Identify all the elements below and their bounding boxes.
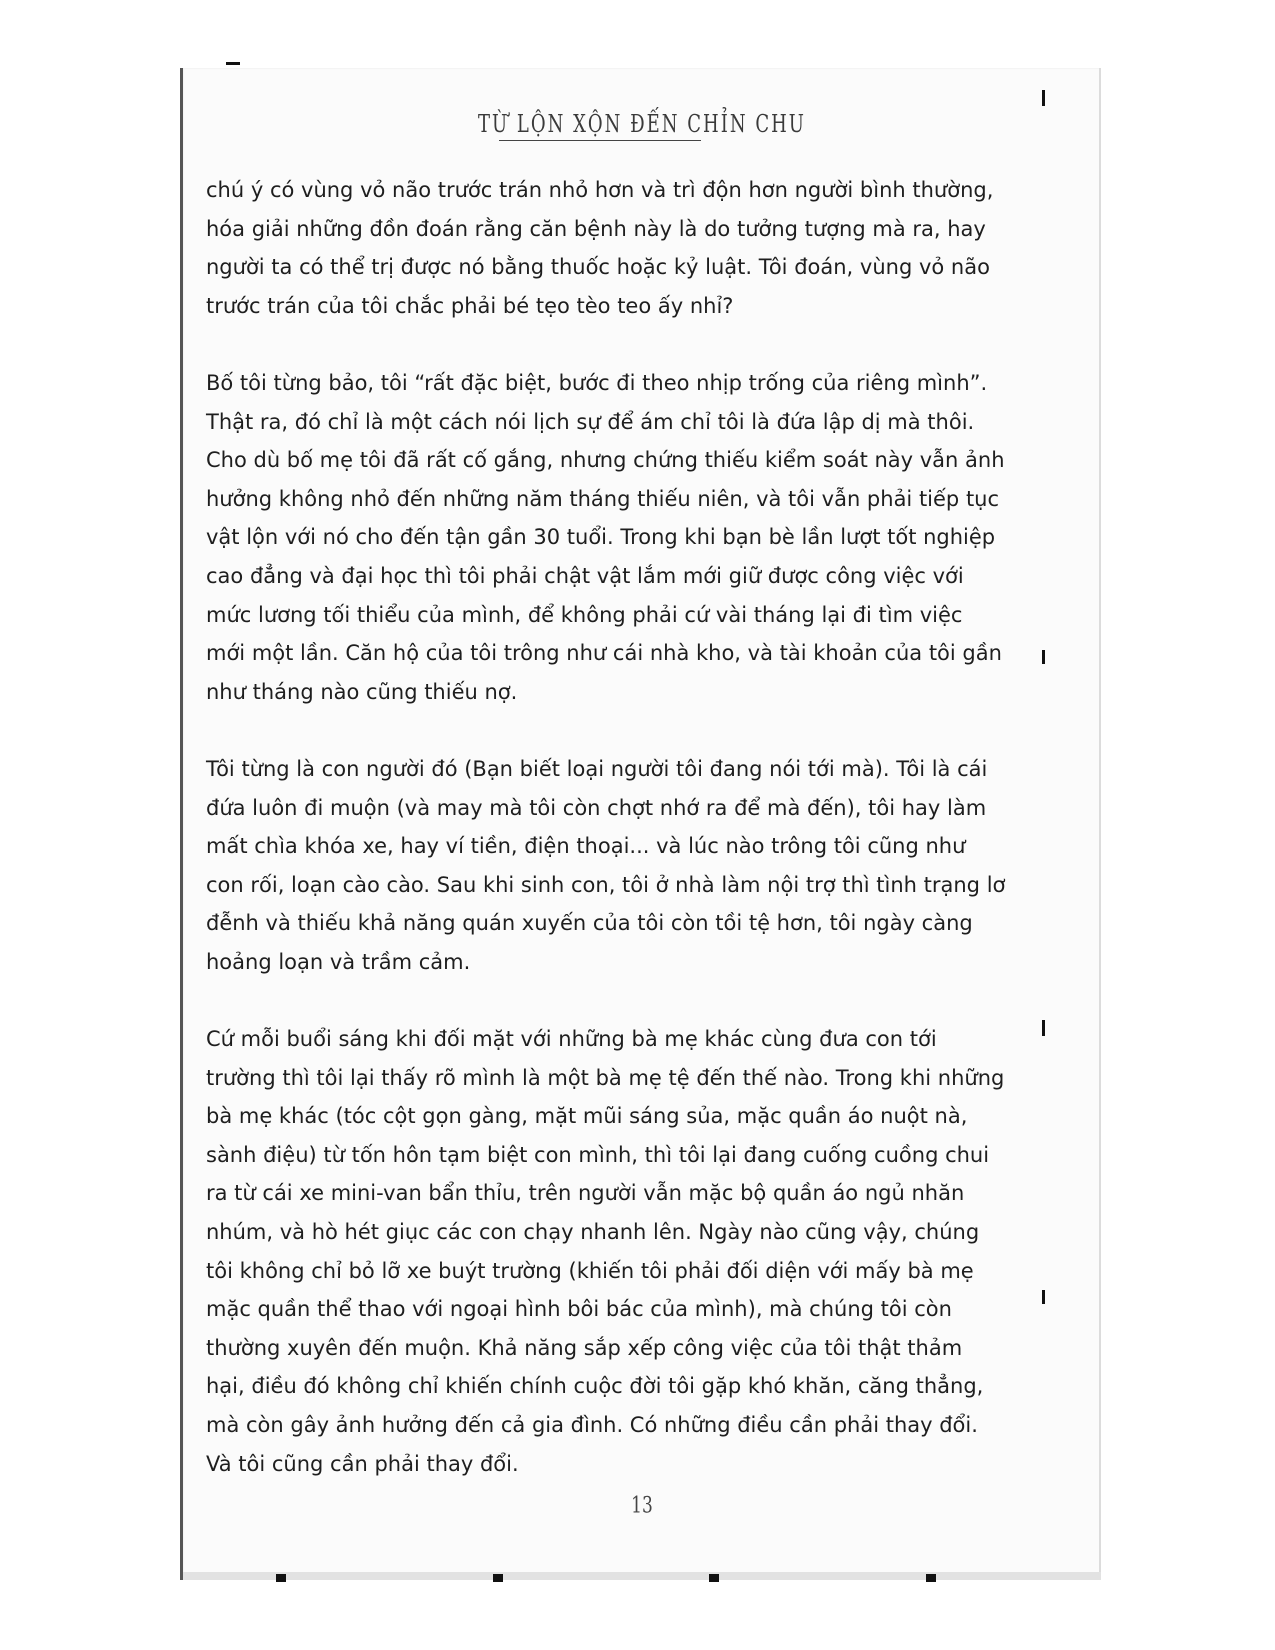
header-underline <box>499 140 701 141</box>
binding-mark <box>1042 650 1045 664</box>
page-bottom-edge <box>183 1572 1101 1580</box>
bottom-scan-mark <box>276 1574 286 1582</box>
binding-mark <box>1042 1290 1045 1304</box>
book-page <box>180 68 1101 1580</box>
paragraph-1: chú ý có vùng vỏ não trước trán nhỏ hơn và trì độn hơn người bình thường, hóa giải những đồn đoán rằng căn bệnh này là do tưởng tượng mà ra, hay người ta có thể trị được nó bằng thuốc hoặc kỷ luật. Tôi đoán, vùng vỏ não trước trán của tôi chắc phải bé tẹo tèo teo ấy nhỉ? <box>206 178 994 318</box>
bottom-scan-mark <box>709 1574 719 1582</box>
body-text <box>206 171 1006 1522</box>
paragraph-2: Bố tôi từng bảo, tôi “rất đặc biệt, bước đi theo nhịp trống của riêng mình”. Thật ra, đó chỉ là một cách nói lịch sự để ám chỉ tôi là đứa lập dị mà thôi. Cho dù bố mẹ tôi đã rất cố gắng, nhưng chứng thiếu kiểm soát này vẫn ảnh hưởng không nhỏ đến những năm tháng thiếu niên, và tôi vẫn phải tiếp tục vật lộn với nó cho đến tận gần 30 tuổi. Trong khi bạn bè lần lượt tốt nghiệp cao đẳng và đại học thì tôi phải chật vật lắm mới giữ được công việc với mức lương tối thiểu của mình, để không phải cứ vài tháng lại đi tìm việc mới một lần. Căn hộ của tôi trông như cái nhà kho, và tài khoản của tôi gần như tháng nào cũng thiếu nợ. <box>206 370 1005 704</box>
paragraph-3: Tôi từng là con người đó (Bạn biết loại người tôi đang nói tới mà). Tôi là cái đứa luôn đi muộn (và may mà tôi còn chợt nhớ ra để mà đến), tôi hay làm mất chìa khóa xe, hay ví tiền, điện thoại... và lúc nào trông tôi cũng như con rối, loạn cào cào. Sau khi sinh con, tôi ở nhà làm nội trợ thì tình trạng lơ đễnh và thiếu khả năng quán xuyến của tôi còn tồi tệ hơn, tôi ngày càng hoảng loạn và trầm cảm. <box>206 756 1006 974</box>
binding-mark <box>1042 90 1045 106</box>
paragraph-4: Cứ mỗi buổi sáng khi đối mặt với những bà mẹ khác cùng đưa con tới trường thì tôi lại thấy rõ mình là một bà mẹ tệ đến thế nào. Trong khi những bà mẹ khác (tóc cột gọn gàng, mặt mũi sáng sủa, mặc quần áo nuột nà, sành điệu) từ tốn hôn tạm biệt con mình, thì tôi lại đang cuống cuồng chui ra từ cái xe mini-van bẩn thỉu, trên người vẫn mặc bộ quần áo ngủ nhăn nhúm, và hò hét giục các con chạy nhanh lên. Ngày nào cũng vậy, chúng tôi không chỉ bỏ lỡ xe buýt trường (khiến tôi phải đối diện với mấy bà mẹ mặc quần thể thao với ngoại hình bôi bác của mình), mà chúng tôi còn thường xuyên đến muộn. Khả năng sắp xếp công việc của tôi thật thảm hại, điều đó không chỉ khiến chính cuộc đời tôi gặp khó khăn, căng thẳng, mà còn gây ảnh hưởng đến cả gia đình. Có những điều cần phải thay đổi. Và tôi cũng cần phải thay đổi. <box>206 1027 1005 1476</box>
page-right-edge <box>1099 68 1101 1580</box>
running-header: TỪ LỘN XỘN ĐẾN CHỈN CHU <box>478 110 806 139</box>
scan-corner-mark <box>226 62 240 65</box>
binding-mark <box>1042 1020 1045 1036</box>
bottom-scan-mark <box>926 1574 936 1582</box>
page-number: 13 <box>631 1493 653 1519</box>
bottom-scan-mark <box>493 1574 503 1582</box>
